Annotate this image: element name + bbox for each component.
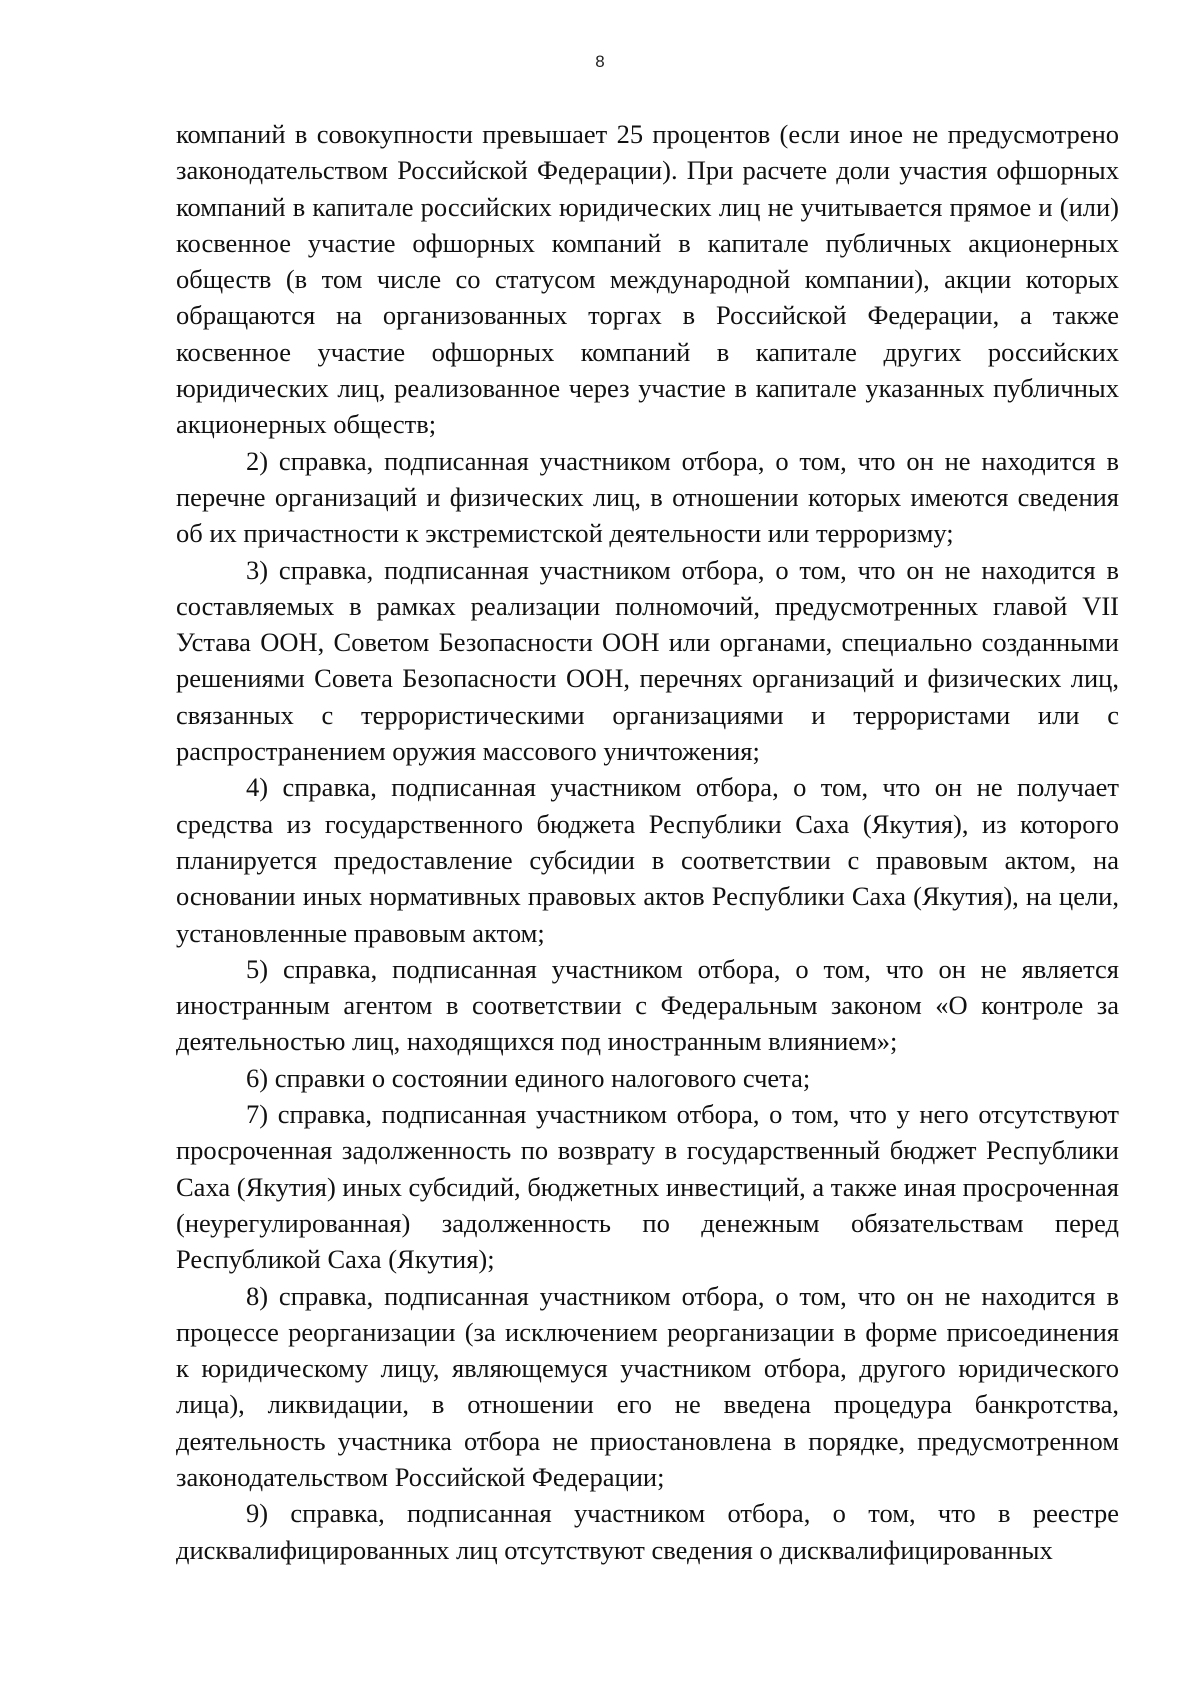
paragraph-continuation: компаний в совокупности превышает 25 процентов (если иное не предусмотрено законодательством Российской Федерации). При расчете доли участия офшорных компаний в капитале российских юридических лиц не учитывается прямое и (или) косвенное участие офшорных компаний в капитале публичных акционерных обществ (в том числе со статусом международной компании), акции которых обращаются на организованных торгах в Российской Федерации, а также косвенное участие офшорных компаний в капитале других российских юридических лиц, реализованное через участие в капитале указанных публичных акционерных обществ; xyxy=(176,119,1119,440)
paragraph-item-9: 9) справка, подписанная участником отбора, о том, что в реестре дисквалифицированных лиц отсутствуют сведения о дисквалифицированных xyxy=(176,1498,1119,1565)
paragraph-item-4: 4) справка, подписанная участником отбора, о том, что он не получает средства из государственного бюджета Республики Саха (Якутия), из которого планируется предоставление субсидии в соответствии с правовым актом, на основании иных нормативных правовых актов Республики Саха (Якутия), на цели, установленные правовым актом; xyxy=(176,772,1119,948)
paragraph-item-8: 8) справка, подписанная участником отбора, о том, что он не находится в процессе реорганизации (за исключением реорганизации в форме присоединения к юридическому лицу, являющемуся участником отбора, другого юридического лица), ликвидации, в отношении его не введена процедура банкротства, деятельность участника отбора не приостановлена в порядке, предусмотренном законодательством Российской Федерации; xyxy=(176,1280,1119,1492)
document-body xyxy=(176,116,1119,1568)
page-number: 8 xyxy=(595,52,605,71)
paragraph-item-5: 5) справка, подписанная участником отбора, о том, что он не является иностранным агентом в соответствии с Федеральным законом «О контроле за деятельностью лиц, находящихся под иностранным влиянием»; xyxy=(176,953,1119,1057)
paragraph-item-3: 3) справка, подписанная участником отбора, о том, что он не находится в составляемых в рамках реализации полномочий, предусмотренных главой VII Устава ООН, Советом Безопасности ООН или органами, специально созданными решениями Совета Безопасности ООН, перечнях организаций и физических лиц, связанных с террористическими организациями и террористами или с распространением оружия массового уничтожения; xyxy=(176,554,1119,767)
paragraph-item-2: 2) справка, подписанная участником отбора, о том, что он не находится в перечне организаций и физических лиц, в отношении которых имеются сведения об их причастности к экстремистской деятельности или терроризму; xyxy=(176,445,1119,549)
paragraph-item-6: 6) справки о состоянии единого налогового счета; xyxy=(246,1062,811,1093)
paragraph-item-7: 7) справка, подписанная участником отбора, о том, что у него отсутствуют просроченная задолженность по возврату в государственный бюджет Республики Саха (Якутия) иных субсидий, бюджетных инвестиций, а также иная просроченная (неурегулированная) задолженность по денежным обязательствам перед Республикой Саха (Якутия); xyxy=(176,1099,1119,1275)
